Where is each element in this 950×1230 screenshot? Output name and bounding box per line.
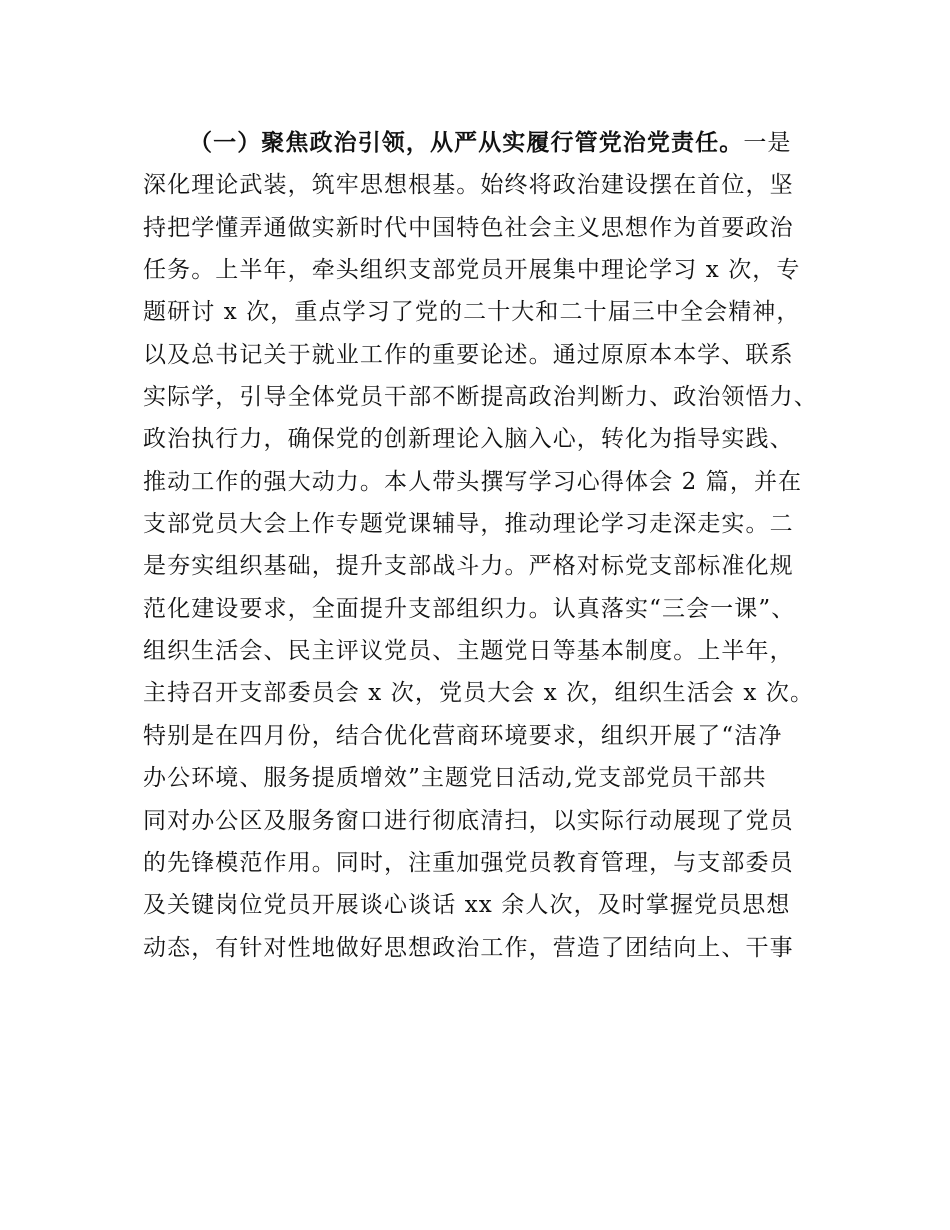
text-line: 任务。上半年，牵头组织支部党员开展集中理论学习 x 次，专 xyxy=(143,257,801,284)
paragraph-first-line xyxy=(143,122,843,164)
text-line: 办公环境、服务提质增效”主题党日活动,党支部党员干部共 xyxy=(143,765,767,792)
text-line: 以及总书记关于就业工作的重要论述。通过原原本本学、联系 xyxy=(143,341,794,368)
text-line: 主持召开支部委员会 x 次，党员大会 x 次，组织生活会 x 次。 xyxy=(143,680,815,707)
first-line-rest: 一是 xyxy=(743,130,792,156)
text-line: 及关键岗位党员开展谈心谈话 xx 余人次，及时掌握党员思想 xyxy=(143,892,791,919)
text-line: 组织生活会、民主评议党员、主题党日等基本制度。上半年， xyxy=(143,638,794,665)
text-line: 深化理论武装，筑牢思想根基。始终将政治建设摆在首位，坚 xyxy=(143,172,794,199)
text-line: 的先锋模范作用。同时，注重加强党员教育管理，与支部委员 xyxy=(143,849,794,876)
document-body xyxy=(143,122,843,969)
text-line: 推动工作的强大动力。本人带头撰写学习心得体会 2 篇，并在 xyxy=(143,468,803,495)
text-line: 是夯实组织基础，提升支部战斗力。严格对标党支部标准化规 xyxy=(143,553,794,580)
section-heading: （一）聚焦政治引领，从严从实履行管党治党责任。 xyxy=(189,129,744,156)
text-line: 动态，有针对性地做好思想政治工作，营造了团结向上、干事 xyxy=(143,934,794,961)
text-line: 实际学，引导全体党员干部不断提高政治判断力、政治领悟力、 xyxy=(143,384,818,411)
text-line: 持把学懂弄通做实新时代中国特色社会主义思想作为首要政治 xyxy=(143,214,794,241)
text-line: 题研讨 x 次，重点学习了党的二十大和二十届三中全会精神， xyxy=(143,299,801,326)
text-line: 特别是在四月份，结合优化营商环境要求，组织开展了“洁净 xyxy=(143,722,783,749)
text-line: 同对办公区及服务窗口进行彻底清扫，以实际行动展现了党员 xyxy=(143,807,794,834)
text-line: 政治执行力，确保党的创新理论入脑入心，转化为指导实践、 xyxy=(143,426,794,453)
text-line: 支部党员大会上作专题党课辅导，推动理论学习走深走实。二 xyxy=(143,511,794,538)
text-line: 范化建设要求，全面提升支部组织力。认真落实“三会一课”、 xyxy=(143,595,796,622)
